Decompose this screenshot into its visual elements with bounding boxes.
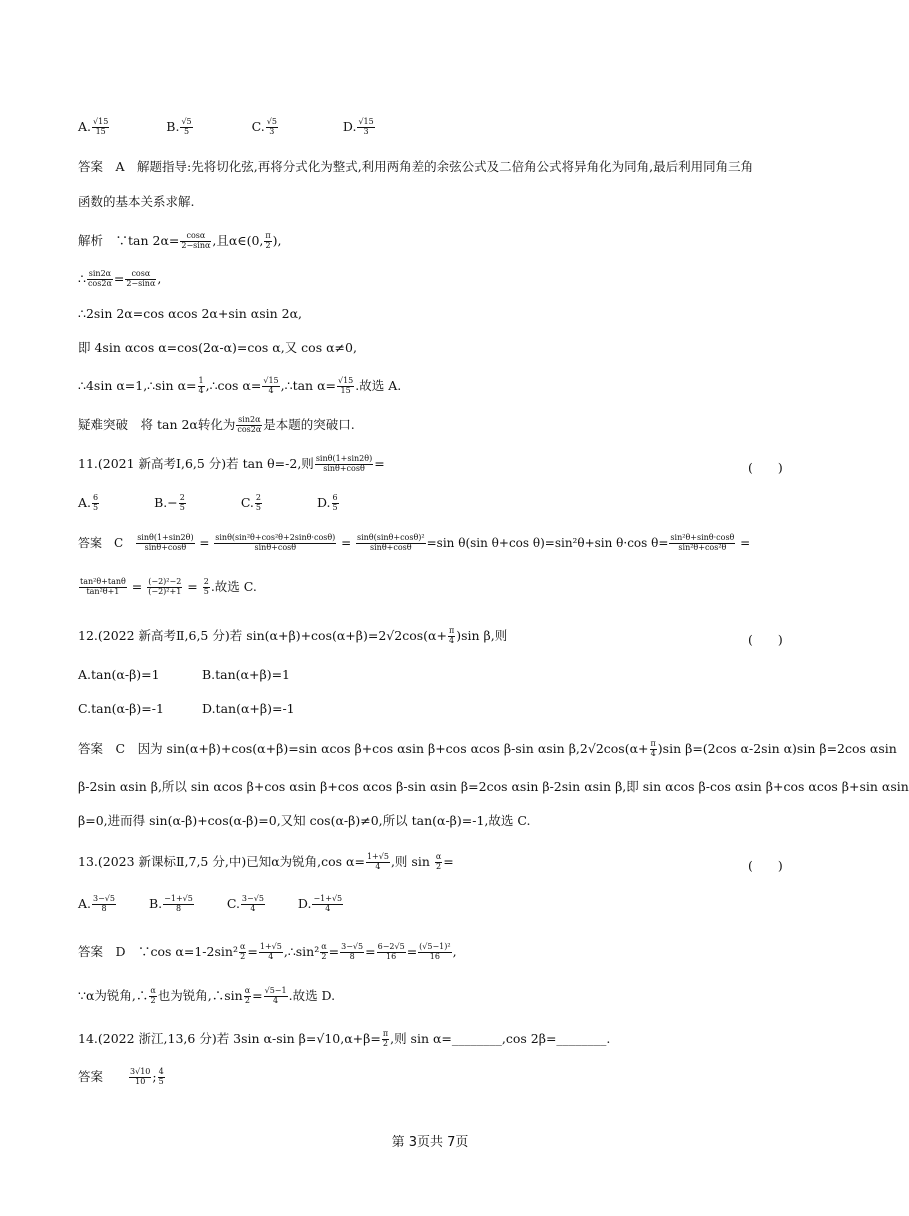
option-a: A. $\frac{√15}{15}$: [78, 117, 109, 136]
q11-answer-paren: ( ): [748, 460, 783, 475]
q12-options-row2: [78, 701, 295, 716]
q10-therefore-line: ∴ $\frac{\sin 2\alpha}{\cos 2\alpha}$ = $\frac{\cos\alpha}{2-\sin\alpha}$ ,: [78, 269, 162, 288]
q13-stem: 13.(2023 新课标Ⅱ,7,5 分,中)已知α为锐角,cos α= $\frac{1+√5}{4}$ ,则 sin $\frac{\alpha}{2}$ =: [78, 852, 454, 871]
q10-line-2sin: ∴2sin 2α=cos αcos 2α+sin αsin 2α,: [78, 306, 303, 321]
option-c: C. $\frac{3-√5}{4}$: [226, 894, 264, 913]
q11-answer-line2: $\frac{\text{tan²θ+tanθ}}{\text{tan²θ+1}}$ = $\frac{\text{(−2)²−2}}{\text{(−2)²+1}}$ = $\frac{2}{5}$ .故选 C.: [80, 577, 257, 596]
q13-answer-paren: ( ): [748, 858, 783, 873]
option-a: A. $\frac{6}{5}$: [78, 493, 99, 512]
q13-options: [78, 895, 344, 914]
q10-answer-line2: 函数的基本关系求解.: [78, 194, 195, 209]
q10-options: [78, 118, 376, 137]
option-c: C. $\frac{√5}{3}$: [251, 117, 277, 136]
q10-breakthrough: 疑难突破 将 tan 2α转化为 $\frac{\sin 2\alpha}{\cos 2\alpha}$ 是本题的突破口.: [78, 415, 355, 434]
q12-answer-line1: 答案 C 因为 sin(α+β)+cos(α+β)=sin αcos β+cos αsin β+cos αcos β-sin αsin β,2√2cos(α+ $\frac{\pi}{4}$ )sin β=(2cos α-2sin α)sin β=2cos αsin: [78, 739, 897, 758]
page-footer: 第 3页共 7页: [391, 1135, 469, 1150]
option-d: D. $\frac{-1+√5}{4}$: [297, 894, 343, 913]
q11-stem: 11.(2021 新高考Ⅰ,6,5 分)若 tan θ=-2,则 $\frac{\sin\theta(1+\sin 2\theta)}{\sin\theta+\cos\theta}$ =: [78, 454, 385, 473]
option-d: D.tan(α+β)=-1: [202, 701, 295, 716]
option-b: B. $\frac{√5}{5}$: [166, 117, 192, 136]
q10-analysis: 解析 ∵tan 2α= $\frac{\cos\alpha}{2-\sin\alpha}$ ,且α∈(0, $\frac{\pi}{2}$ ),: [78, 231, 282, 250]
answer-label: 答案: [78, 1068, 104, 1084]
q10-result-line: ∴4sin α=1,∴sin α= $\frac{1}{4}$ ,∴cos α= $\frac{√15}{4}$ ,∴tan α= $\frac{√15}{15}$ .故选 A.: [78, 376, 402, 395]
option-b: B.tan(α+β)=1: [202, 667, 291, 682]
q12-answer-line3: β=0,进而得 sin(α-β)+cos(α-β)=0,又知 cos(α-β)≠0,所以 tan(α-β)=-1,故选 C.: [78, 813, 531, 828]
option-d: D. $\frac{6}{5}$: [316, 493, 338, 512]
q11-answer-line1: 答案 C $\frac{\sin\theta(1+\sin 2\theta)}{\sin\theta+\cos\theta}$ = $\frac{\text{sinθ(sin²θ+cos²θ+2sinθ·cosθ)}}{\sin\theta+\cos\theta}$ = $\frac{\text{sinθ(sinθ+cosθ)²}}{\sin\theta+\cos\theta}$ =sin θ(sin θ+cos θ)=sin²θ+sin θ·cos θ= $\frac{\text{sin²θ+sinθ·cosθ}}{\text{sin²θ+cos²θ}}$ =: [78, 533, 751, 552]
q12-options-row1: [78, 667, 291, 682]
q11-options: [78, 494, 340, 513]
q13-answer-line2: ∵α为锐角,∴ $\frac{\alpha}{2}$ 也为锐角,∴sin $\frac{\alpha}{2}$ = $\frac{√5-1}{4}$ .故选 D.: [78, 986, 336, 1005]
option-c: C. $\frac{2}{5}$: [240, 493, 261, 512]
option-d: D. $\frac{√15}{3}$: [342, 117, 374, 136]
q12-stem: 12.(2022 新高考Ⅱ,6,5 分)若 sin(α+β)+cos(α+β)=2√2cos(α+ $\frac{\pi}{4}$ )sin β,则: [78, 626, 508, 645]
option-a: A. $\frac{3-√5}{8}$: [78, 894, 115, 913]
q10-line-4sin: 即 4sin αcos α=cos(2α-α)=cos α,又 cos α≠0,: [78, 340, 357, 355]
option-a: A.tan(α-β)=1: [78, 667, 160, 682]
q14-stem: 14.(2022 浙江,13,6 分)若 3sin α-sin β=√10,α+β= $\frac{\pi}{2}$ ,则 sin α=________,cos 2β=________.: [78, 1029, 611, 1048]
option-c: C.tan(α-β)=-1: [78, 701, 164, 716]
q13-answer-line1: 答案 D ∵cos α=1-2sin² $\frac{\alpha}{2}$ = $\frac{1+√5}{4}$ ,∴sin² $\frac{\alpha}{2}$ = $\frac{3-√5}{8}$ = $\frac{6-2√5}{16}$ = $\frac{\text{(√5−1)²}}{16}$ ,: [78, 942, 457, 961]
q12-answer-paren: ( ): [748, 632, 783, 647]
q12-answer-line2: β-2sin αsin β,所以 sin αcos β+cos αsin β+cos αcos β-sin αsin β=2cos αsin β-2sin αsin β,即 sin αcos β-cos αsin β+cos αcos β+sin αsin: [78, 779, 909, 794]
option-b: B. $\frac{-1+√5}{8}$: [148, 894, 193, 913]
q10-answer-line1: 答案 A 解题指导:先将切化弦,再将分式化为整式,利用两角差的余弦公式及二倍角公式将异角化为同角,最后利用同角三角: [78, 159, 754, 174]
q14-answer: 答案 $\frac{3√10}{10}$ ; $\frac{4}{5}$: [78, 1067, 164, 1086]
option-b: B.− $\frac{2}{5}$: [154, 493, 185, 512]
